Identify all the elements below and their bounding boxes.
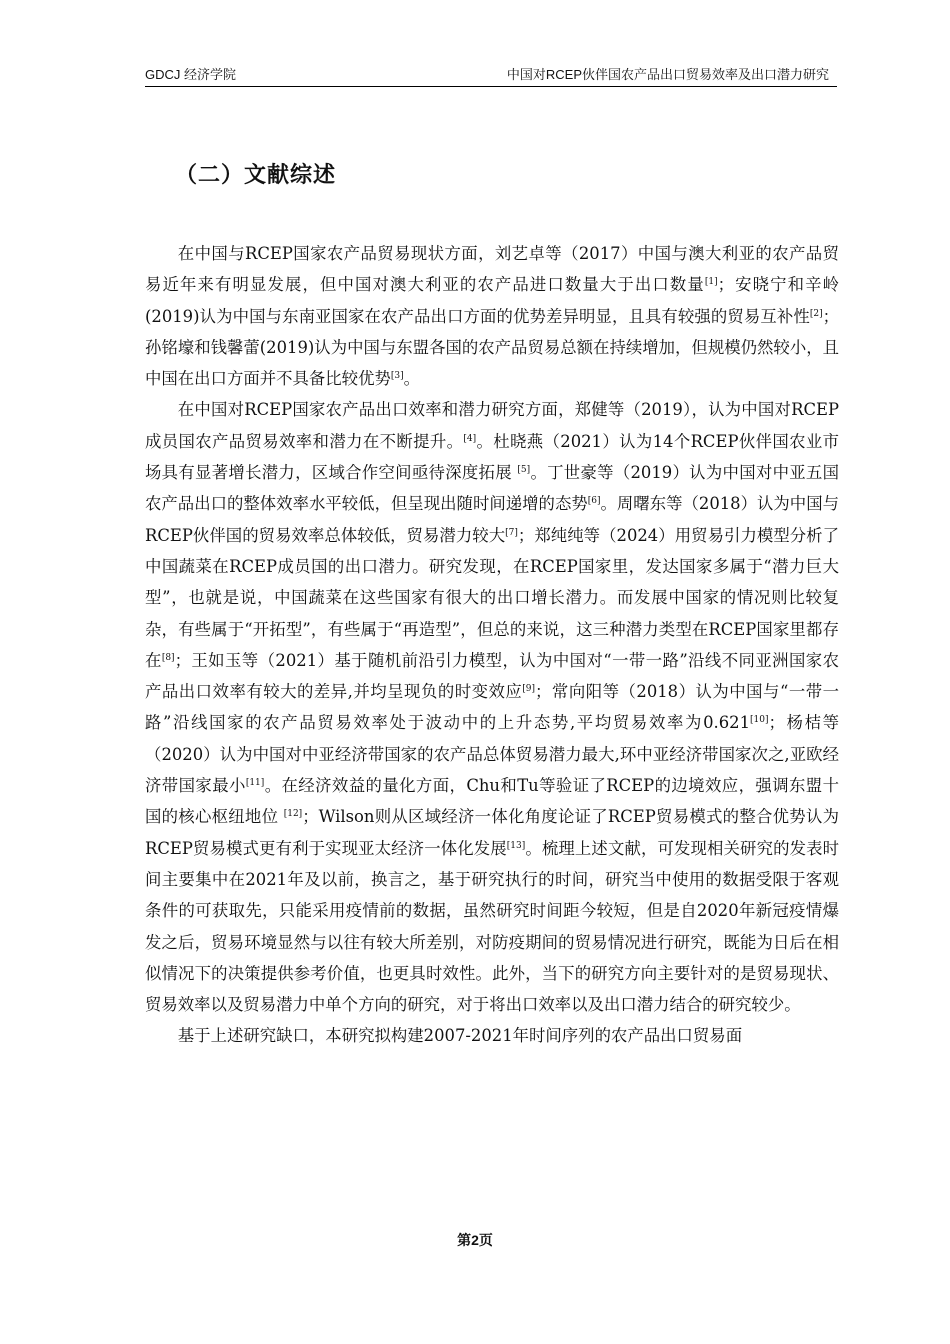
page-number: 第2页: [457, 1232, 493, 1248]
citation-marker: [3]: [390, 371, 404, 382]
paragraph-text: ；Wilson则从区域经济一体化角度论证了RCEP贸易模式的整合优势认为RCEP贸易模式更有利于实现亚太经济一体化发展: [145, 807, 839, 858]
header-institution: GDCJ 经济学院: [145, 67, 237, 82]
paragraph-text: ；常向阳等（2018）认为中国与“一带一路”沿线国家的农产品贸易效率处于波动中的上升态势,平均贸易效率为0.621: [145, 682, 839, 733]
citation-marker: [9]: [522, 684, 536, 695]
paragraph-text: 基于上述研究缺口，本研究拟构建2007-2021年时间序列的农产品出口贸易面: [177, 1026, 743, 1046]
paragraph-text: ；孙铭壕和钱馨蕾(2019)认为中国与东盟各国的农产品贸易总额在持续增加，但规模仍然较小，且中国在出口方面并不具备比较优势: [145, 306, 839, 389]
citation-marker: [11]: [245, 778, 265, 789]
citation-marker: [12]: [283, 809, 303, 820]
paragraph-text: ；郑纯纯等（2024）用贸易引力模型分析了中国蔬菜在RCEP成员国的出口潜力。研究发现，在RCEP国家里，发达国家多属于“潜力巨大型”，也就是说，中国蔬菜在这些国家有很大的出口增长潜力。而发展中国家的情况则比较复杂，有些属于“开拓型”，有些属于“再造型”，但总的来说，这三种潜力类型在RCEP国家里都存在: [145, 525, 840, 670]
citation-marker: [10]: [750, 715, 769, 726]
paragraph-text: 。杜晓燕（2021）认为14个RCEP伙伴国农业市场具有显著增长潜力，区域合作空间亟待深度拓展: [145, 431, 840, 483]
paragraph-text: 在中国与RCEP国家农产品贸易现状方面，刘艺卓等（2017）中国与澳大利亚的农产品贸易近年来有明显发展，但中国对澳大利亚的农产品进口数量大于出口数量: [145, 244, 839, 295]
citation-marker: [13]: [506, 840, 526, 851]
paragraph-text: ；安晓宁和辛岭(2019)认为中国与东南亚国家在农产品出口方面的优势差异明显，且具有较强的贸易互补性: [145, 275, 840, 326]
citation-marker: [5]: [517, 465, 531, 476]
paragraph: [145, 1020, 839, 1051]
paragraph: [145, 238, 839, 394]
paragraph-text: 。梳理上述文献，可发现相关研究的发表时间主要集中在2021年及以前，换言之，基于研究执行的时间，研究当中使用的数据受限于客观条件的可获取先，只能采用疫情前的数据，虽然研究时间距今较短，但是自2020年新冠疫情爆发之后，贸易环境显然与以往有较大所差别，对防疫期间的贸易情况进行研究，既能为日后在相似情况下的决策提供参考价值，也更具时效性。此外，当下的研究方向主要针对的是贸易现状、贸易效率以及贸易潜力中单个方向的研究，对于将出口效率以及出口潜力结合的研究较少。: [145, 838, 840, 1015]
citation-marker: [6]: [587, 496, 601, 507]
citation-marker: [7]: [505, 527, 518, 538]
header-paper-title: 中国对RCEP伙伴国农产品出口贸易效率及出口潜力研究: [506, 67, 829, 82]
citation-marker: [1]: [704, 277, 718, 288]
paragraph-text: ；王如玉等（2021）基于随机前沿引力模型，认为中国对“一带一路”沿线不同亚洲国家农产品出口效率有较大的差异,并均呈现负的时变效应: [145, 650, 839, 702]
page-header: [145, 66, 837, 87]
paragraph-text: 。丁世豪等（2019）认为中国对中亚五国农产品出口的整体效率水平较低，但呈现出随时间递增的态势: [145, 463, 839, 514]
citation-marker: [4]: [463, 433, 477, 444]
paragraph-text: 。在经济效益的量化方面，Chu和Tu等验证了RCEP的边境效应，强调东盟十国的核心枢纽地位: [145, 776, 839, 827]
section-title: （二）文献综述: [175, 163, 337, 188]
body-text: [145, 238, 839, 1052]
citation-marker: [8]: [161, 652, 175, 663]
paragraph-text: 在中国对RCEP国家农产品出口效率和潜力研究方面，郑健等（2019），认为中国对RCEP成员国农产品贸易效率和潜力在不断提升。: [145, 400, 839, 451]
paragraph-text: ；杨桔等（2020）认为中国对中亚经济带国家的农产品总体贸易潜力最大,环中亚经济带国家次之,亚欧经济带国家最小: [145, 713, 840, 796]
citation-marker: [2]: [809, 308, 823, 319]
paragraph-text: 。: [403, 369, 420, 389]
paragraph: [145, 394, 839, 1020]
paragraph-text: 。周曙东等（2018）认为中国与RCEP伙伴国的贸易效率总体较低，贸易潜力较大: [145, 494, 839, 545]
